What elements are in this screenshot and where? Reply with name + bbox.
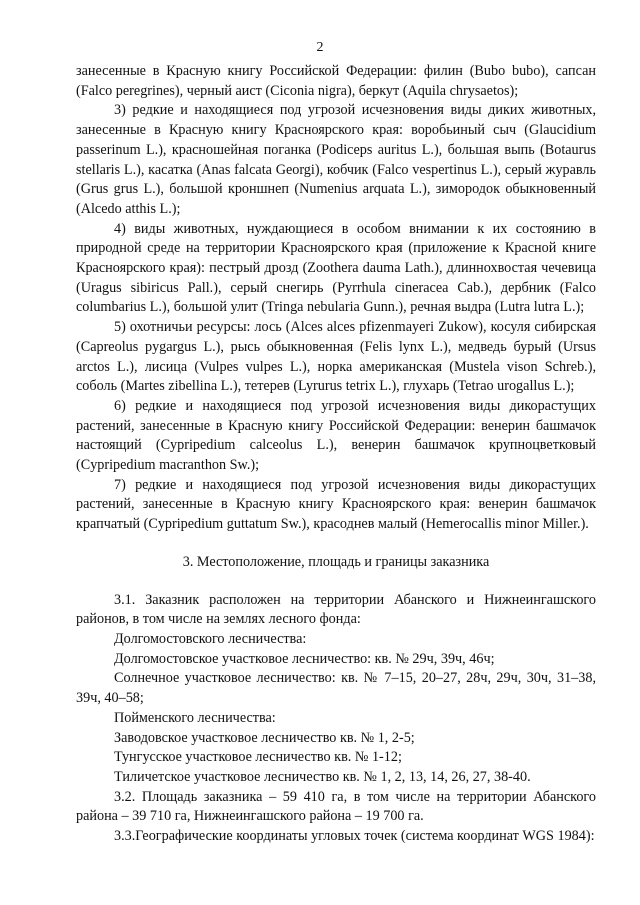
forestry-district-solnechnoe: Солнечное участковое лесничество: кв. № 7–15, 20–27, 28ч, 29ч, 30ч, 31–38, 39ч, 40–58;: [76, 670, 596, 707]
paragraph-item-5: 5) охотничьи ресурсы: лось (Alces alces pfizenmayeri Zukow), косуля сибирская (Capreolus pygargus L.), рысь обыкновенная (Felis lynx L.), медведь бурый (Ursus arctos L.), лисица (Vulpes vulpes L.), норка американская (Mustela vison Schreb.), соболь (Martes zibellina L.), тетерев (Lyrurus tetrix L.), глухарь (Tetrao urogallus L.);: [76, 319, 596, 395]
paragraph-red-book-rf-animals: занесенные в Красную книгу Российской Федерации: филин (Bubo bubo), сапсан (Falco peregrines), черный аист (Ciconia nigra), беркут (Aquila chrysaetos);: [76, 63, 596, 99]
paragraph-3-3: 3.3.Географические координаты угловых точек (система координат WGS 1984):: [114, 828, 595, 845]
paragraph-3-2: 3.2. Площадь заказника – 59 410 га, в том числе на территории Абанского района – 39 710 га, Нижнеингашского района – 19 700 га.: [76, 788, 596, 825]
forestry-poymenskoe: Пойменского лесничества:: [114, 709, 276, 726]
paragraph-item-6: 6) редкие и находящиеся под угрозой исчезновения виды дикорастущих растений, занесенные в Красную книгу Российской Федерации: венерин башмачок настоящий (Cypripedium calceolus L.), венерин башмачок крупноцветковый (Cypripedium macranthon Sw.);: [76, 397, 596, 474]
paragraph-item-7: 7) редкие и находящиеся под угрозой исчезновения виды дикорастущих растений, занесенные в Красную книгу Красноярского края: венерин башмачок крапчатый (Cypripedium guttatum Sw.), красоднев малый (Hemerocallis minor Miller.).: [76, 476, 596, 533]
forestry-district-tungusskoe: Тунгусское участковое лесничество кв. № 1-12;: [114, 749, 402, 766]
paragraph-item-3: 3) редкие и находящиеся под угрозой исчезновения виды диких животных, занесенные в Красную книгу Красноярского края: воробьиный сыч (Glaucidium passerinum L.), красношейная поганка (Podiceps auritus L.), большая выпь (Botaurus stellaris L.), касатка (Anas falcata Georgi), кобчик (Falco vespertinus L.), серый журавль (Grus grus L.), большой кроншнеп (Numenius arquata L.), зимородок обыкновенный (Alcedo atthis L.);: [76, 102, 596, 217]
section-heading: 3. Местоположение, площадь и границы заказника: [182, 553, 490, 570]
paragraph-3-1: 3.1. Заказник расположен на территории Абанского и Нижнеингашского районов, в том числе на землях лесного фонда:: [76, 591, 596, 628]
document-body: [76, 62, 596, 847]
page-number: 2: [316, 40, 324, 55]
paragraph-item-4: 4) виды животных, нуждающиеся в особом внимании к их состоянию в природной среде на территории Красноярского края (приложение к Красной книге Красноярского края): пестрый дрозд (Zoothera dauma Lath.), длиннохвостая чечевица (Uragus sibiricus Pall.), серый снегирь (Pyrrhula cineracea Cab.), дербник (Falco columbarius L.), большой улит (Tringa nebularia Gunn.), речная выдра (Lutra lutra L.);: [76, 220, 596, 316]
forestry-district-dolgomostovskoe: Долгомостовское участковое лесничество: кв. № 29ч, 39ч, 46ч;: [114, 650, 495, 667]
forestry-district-tilichetskoe: Тиличетское участковое лесничество кв. № 1, 2, 13, 14, 26, 27, 38-40.: [114, 768, 531, 785]
forestry-district-zavodovskoe: Заводовское участковое лесничество кв. № 1, 2-5;: [114, 729, 415, 746]
forestry-dolgomostovskoe: Долгомостовского лесничества:: [114, 630, 307, 647]
